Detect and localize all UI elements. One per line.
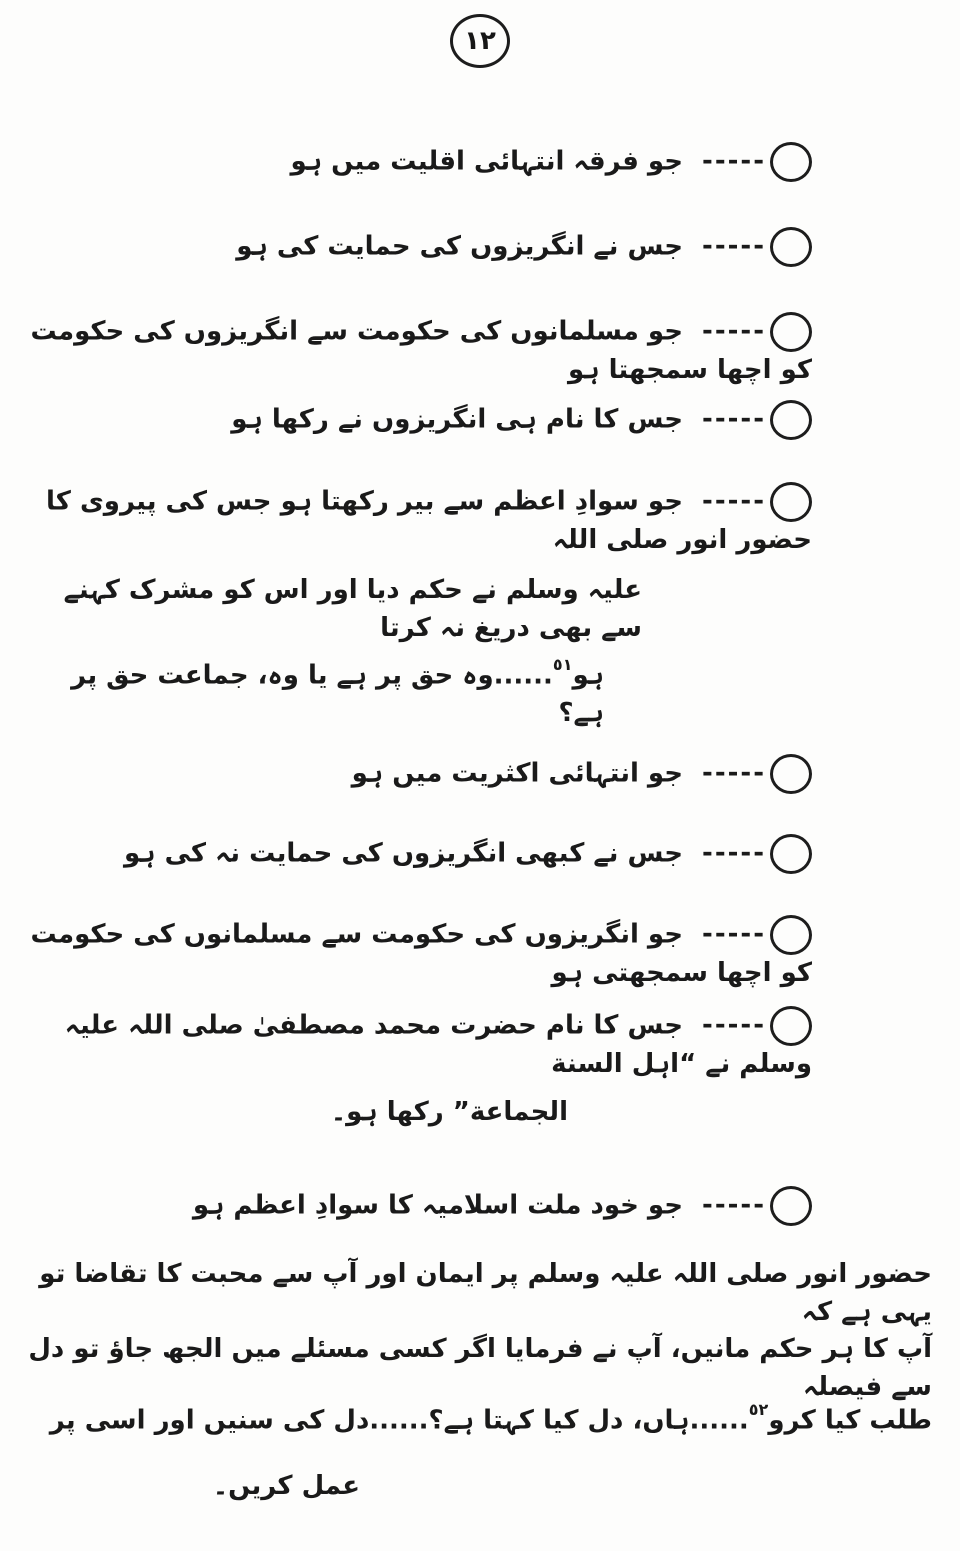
paragraph-text: ......ہاں، دل کیا کہتا ہے؟......دل کی سنیں اور اسی پر [49,1405,749,1436]
option-radio-icon[interactable] [770,312,812,352]
option-text: جس کا نام حضرت محمد مصطفیٰ صلی اللہ علیہ وسلم نے “اہل السنة [64,1010,812,1079]
dash-line: ----- [702,1190,766,1221]
paragraph-text: طلب کیا کرو [768,1405,932,1436]
option-row [0,915,960,993]
dash-line: ----- [702,919,766,950]
paragraph-line [0,1256,960,1331]
option-radio-icon[interactable] [770,482,812,522]
option-continuation-line [0,657,960,733]
option-radio-icon[interactable] [770,400,812,440]
paragraph-text: حضور انور صلی اللہ علیہ وسلم پر ایمان اور آپ سے محبت کا تقاضا تو یہی ہے کہ [39,1259,932,1327]
option-row [0,142,960,182]
option-text: جو انتہائی اکثریت میں ہو [351,758,683,789]
paragraph-line [0,1331,960,1406]
option-row [0,834,960,874]
option-text: جو سوادِ اعظم سے بیر رکھتا ہو جس کی پیروی کا حضور انور صلی اللہ [46,486,812,555]
dash-line: ----- [702,758,766,789]
footnote-marker: ٥٢ [748,1400,769,1419]
option-text: جس نے کبھی انگریزوں کی حمایت نہ کی ہو [124,838,683,869]
option-radio-icon[interactable] [770,915,812,955]
option-continuation-line [0,1094,960,1132]
option-continuation-line [0,572,960,647]
dash-line: ----- [702,404,766,435]
page-number-badge [450,14,510,68]
dash-line: ----- [702,231,766,262]
dash-line: ----- [702,838,766,869]
option-text: جو مسلمانوں کی حکومت سے انگریزوں کی حکومت کو اچھا سمجھتا ہو [30,316,812,385]
option-text: علیہ وسلم نے حکم دیا اور اس کو مشرک کہنے سے بھی دریغ نہ کرتا [63,575,642,643]
option-radio-icon[interactable] [770,227,812,267]
option-radio-icon[interactable] [770,1006,812,1046]
option-row [0,1006,960,1084]
dash-line: ----- [702,1010,766,1041]
dash-line: ----- [702,486,766,517]
option-radio-icon[interactable] [770,754,812,794]
paragraph-text: آپ کا ہر حکم مانیں، آپ نے فرمایا اگر کسی مسئلے میں الجھ جاؤ تو دل سے فیصلہ [28,1334,932,1402]
dash-line: ----- [702,146,766,177]
option-text: جس نے انگریزوں کی حمایت کی ہو [236,231,683,262]
option-text: جو خود ملت اسلامیہ کا سوادِ اعظم ہو [192,1190,683,1221]
option-text: جس کا نام ہی انگریزوں نے رکھا ہو [231,404,683,435]
option-row [0,482,960,560]
option-row [0,1186,960,1226]
option-text: ہو [572,660,604,691]
option-text: جو انگریزوں کی حکومت سے مسلمانوں کی حکومت کو اچھا سمجھتی ہو [30,919,812,988]
option-radio-icon[interactable] [770,834,812,874]
option-text: ......وہ حق پر ہے یا وہ، جماعت حق پر ہے؟ [71,660,604,729]
paragraph-line [0,1402,960,1440]
option-row [0,400,960,440]
option-radio-icon[interactable] [770,142,812,182]
dash-line: ----- [702,316,766,347]
option-row [0,227,960,267]
option-row [0,754,960,794]
option-radio-icon[interactable] [770,1186,812,1226]
page-number: ١٢ [464,26,496,56]
option-text: الجماعة” رکھا ہو۔ [330,1097,568,1127]
paragraph-text: عمل کریں۔ [212,1471,360,1501]
option-text: جو فرقہ انتہائی اقلیت میں ہو [290,146,683,177]
paragraph-line [0,1468,960,1506]
option-row [0,312,960,390]
footnote-marker: ٥١ [552,655,573,674]
